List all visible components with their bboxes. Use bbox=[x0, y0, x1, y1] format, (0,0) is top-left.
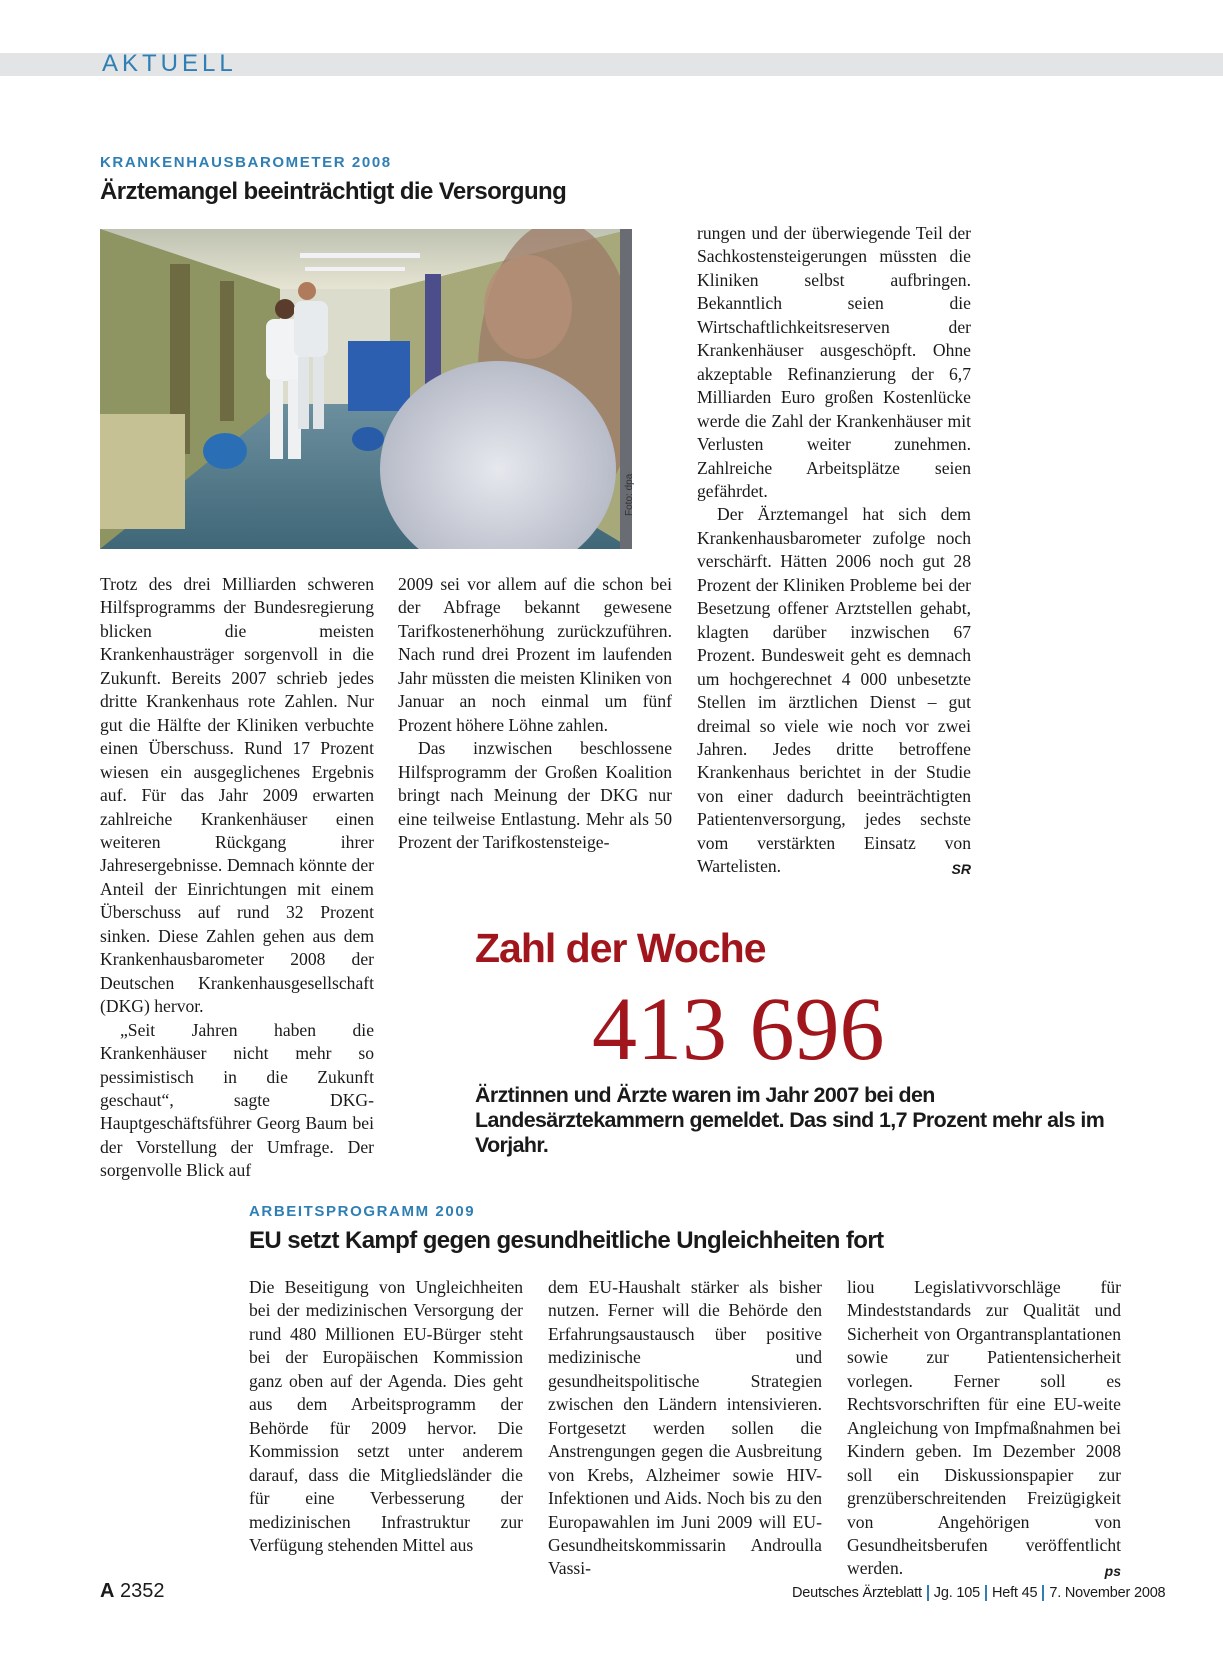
footer-separator bbox=[985, 1585, 987, 1601]
article2-col2-paragraph: dem EU-Haushalt stärker als bisher nutzen. Ferner will die Behörde den Erfahrungsaustausch über positive medizinische und gesundheitspolitische Strategien zwischen den Ländern intensivieren. Fortgesetzt werden sollen die Anstrengungen gegen die Ausbreitung von Krebs, Alzheimer sowie HIV-Infektionen und Aids. Noch bis zu den Europawahlen im Juni 2009 will EU-Gesundheitskommissarin Androulla Vassi- bbox=[548, 1277, 822, 1579]
article2-kicker: ARBEITSPROGRAMM 2009 bbox=[249, 1203, 476, 1220]
article1-col2-paragraph-1: 2009 sei vor allem auf die schon bei der Abfrage bekannt gewesene Tarifkostenerhöhung zurückzuführen. Nach rund drei Prozent im laufenden Jahr müssten die meisten Kliniken von Januar an noch einmal um fünf Prozent höhere Löhne zahlen. bbox=[398, 574, 672, 735]
journal-name: Deutsches Ärzteblatt bbox=[792, 1585, 922, 1601]
article1-column-3 bbox=[697, 222, 971, 882]
article1-col1-paragraph-1: Trotz des drei Milliarden schweren Hilfsprogramms der Bundesregierung blicken die meisten Krankenhausträger sorgenvoll in die Zukunft. Bereits 2007 schrieb jedes dritte Krankenhaus rote Zahlen. Nur gut die Hälfte der Kliniken verbuchte einen Überschuss. Rund 17 Prozent wiesen ein ausgeglichenes Ergebnis auf. Für das Jahr 2009 erwarten zahlreiche Krankenhäuser einen weiteren Rückgang ihrer Jahresergebnisse. Demnach könnte der Anteil der Einrichtungen mit einem Überschuss auf rund 32 Prozent sinken. Diese Zahlen gehen aus dem Krankenhausbarometer 2008 der Deutschen Krankenhausgesellschaft (DKG) hervor. bbox=[100, 574, 374, 1017]
article2-column-3 bbox=[847, 1276, 1121, 1584]
article2-column-1 bbox=[249, 1276, 523, 1557]
journal-footer bbox=[792, 1585, 1165, 1601]
article2-column-2 bbox=[548, 1276, 822, 1581]
article2-headline: EU setzt Kampf gegen gesundheitliche Ungleichheiten fort bbox=[249, 1227, 884, 1254]
article1-kicker: KRANKENHAUSBAROMETER 2008 bbox=[100, 154, 392, 171]
article1-col3-paragraph-1: rungen und der überwiegende Teil der Sachkostensteigerungen müssten die Kliniken selbst aufbringen. Bekanntlich seien die Wirtschaftlichkeitsreserven der Krankenhäuser ausgeschöpft. Ohne akzeptable Refinanzierung der 6,7 Milliarden Euro großen Kostenlücke werde die Zahl der Krankenhäuser mit Verlusten weiter zunehmen. Zahlreiche Arbeitsplätze seien gefährdet. bbox=[697, 223, 971, 501]
article2-col3-paragraph: liou Legislativvorschläge für Mindeststandards zur Qualität und Sicherheit von Organtransplantationen sowie zur Patientensicherheit vorlegen. Ferner soll es Rechtsvorschriften für eine EU-weite Angleichung von Impfmaßnahmen bei Kindern geben. Im Dezember 2008 soll ein Diskussionspapier zur grenzüberschreitenden Freizügigkeit von Angehörigen von Gesundheitsberufen veröffentlicht werden. bbox=[847, 1277, 1121, 1579]
article1-col1-paragraph-2: „Seit Jahren haben die Krankenhäuser nicht mehr so pessimistisch in die Zukunft geschaut“, sagte DKG-Hauptgeschäftsführer Georg Baum bei der Vorstellung der Umfrage. Der sorgenvolle Blick auf bbox=[100, 1019, 374, 1181]
journal-issue: Heft 45 bbox=[991, 1585, 1038, 1601]
article1-column-1 bbox=[100, 573, 374, 1183]
zahl-der-woche-title: Zahl der Woche bbox=[475, 925, 766, 971]
page-prefix: A bbox=[100, 1580, 115, 1602]
zahl-der-woche-text: Ärztinnen und Ärzte waren im Jahr 2007 bei den Landesärztekammern gemeldet. Das sind 1,7 Prozent mehr als im Vorjahr. bbox=[475, 1083, 1105, 1157]
article1-col2-paragraph-2: Das inzwischen beschlossene Hilfsprogramm der Großen Koalition bringt nach Meinung der DKG nur eine teilweise Entlastung. Mehr als 50 Prozent der Tarifkostensteige- bbox=[398, 738, 672, 852]
footer-separator bbox=[1042, 1585, 1044, 1601]
article1-headline: Ärztemangel beeinträchtigt die Versorgung bbox=[100, 178, 567, 205]
journal-date: 7. November 2008 bbox=[1049, 1585, 1166, 1601]
zahl-der-woche-number: 413 696 bbox=[592, 980, 885, 1079]
article1-col3-paragraph-2 bbox=[697, 503, 971, 878]
footer-separator bbox=[927, 1585, 929, 1601]
article2-signature: ps bbox=[1104, 1563, 1121, 1580]
article1-column-2 bbox=[398, 573, 672, 854]
journal-volume: Jg. 105 bbox=[933, 1585, 980, 1601]
article2-col1-paragraph: Die Beseitigung von Ungleichheiten bei der medizinischen Versorgung der rund 480 Millionen EU-Bürger steht bei der Europäischen Kommission ganz oben auf der Agenda. Dies geht aus dem Arbeitsprogramm der Behörde für 2009 hervor. Die Kommission setzt unter anderem darauf, dass die Mitgliedsländer die für eine Verbesserung der medizinischen Infrastruktur zur Verfügung stehenden Mittel aus bbox=[249, 1277, 523, 1555]
article1-photo bbox=[100, 229, 632, 549]
article1-col3-paragraph-2-text: Der Ärztemangel hat sich dem Krankenhausbarometer zufolge noch verschärft. Hätten 2006 noch gut 28 Prozent der Kliniken Probleme bei der Besetzung offener Arztstellen gehabt, klagten darüber inzwischen 67 Prozent. Bundesweit geht es demnach um hochgerechnet 4 000 unbesetzte Stellen im ärztlichen Dienst – gut dreimal so viele wie noch vor zwei Jahren. Jedes dritte betroffene Krankenhaus berichtet in der Studie von einer dadurch beeinträchtigten Patientenversorgung, jedes sechste vom verstärkten Einsatz von Wartelisten. bbox=[697, 504, 971, 877]
section-label: AKTUELL bbox=[102, 50, 237, 77]
page-number-value: 2352 bbox=[120, 1580, 165, 1602]
page-number bbox=[100, 1580, 165, 1603]
article1-signature: SR bbox=[951, 861, 971, 878]
photo-credit: Foto: dpa bbox=[624, 473, 635, 516]
